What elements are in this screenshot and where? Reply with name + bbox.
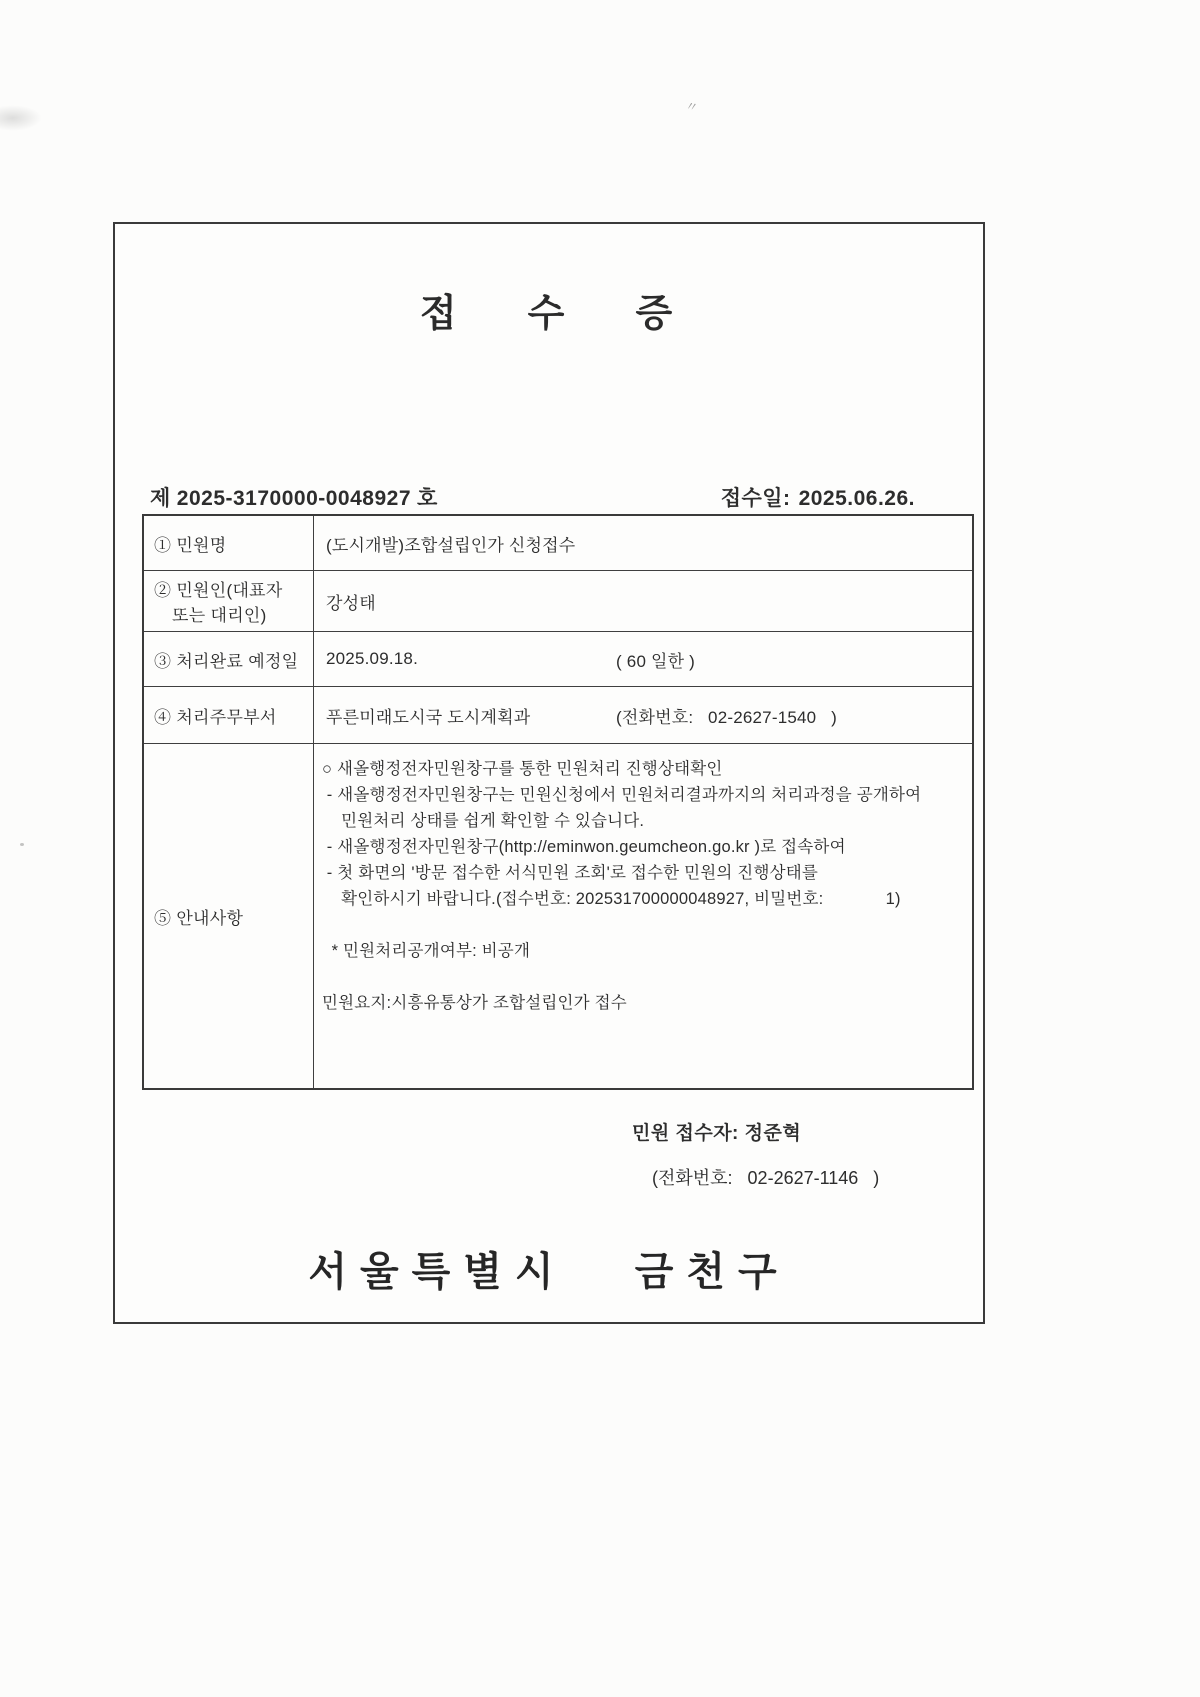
row-label-guidance — [144, 744, 314, 1088]
scan-artifact-smudge — [0, 105, 42, 131]
receiver-phone: (전화번호: 02-2627-1146 ) — [652, 1168, 880, 1188]
receipt-date-value: 2025.06.26. — [798, 487, 915, 510]
receipt-date-label: 접수일: — [720, 487, 791, 510]
guidance-line: - 새올행정전자민원창구는 민원신청에서 민원처리결과까지의 처리과정을 공개하여 — [322, 786, 922, 804]
issuer-name: 서울특별시 금천구 — [308, 1250, 790, 1294]
row-label-text: ③ 처리완료 예정일 — [154, 651, 299, 671]
row-label-completion-date — [144, 632, 314, 686]
row-value-department — [314, 687, 972, 743]
guidance-line: 민원처리 상태를 쉽게 확인할 수 있습니다. — [322, 812, 645, 830]
row-value-text: (도시개발)조합설립인가 신청접수 — [326, 535, 576, 555]
doc-number-prefix: 제 — [150, 487, 171, 510]
guidance-line: - 첫 화면의 '방문 접수한 서식민원 조회'로 접수한 민원의 진행상태를 — [322, 864, 819, 882]
scan-artifact-mark: 〃 — [683, 98, 700, 116]
receiver-label: 민원 접수자: — [632, 1123, 745, 1144]
row-label-text: ④ 처리주무부서 — [154, 707, 277, 727]
row-value-complaint-name — [314, 516, 972, 570]
completion-date-value: 2025.09.18. — [326, 649, 419, 668]
department-phone-note: (전화번호: 02-2627-1540 ) — [616, 707, 837, 727]
department-value: 푸른미래도시국 도시계획과 — [326, 707, 531, 727]
doc-number-suffix: 호 — [417, 487, 438, 510]
row-label-department — [144, 687, 314, 743]
receiver-row — [632, 1118, 801, 1145]
row-value-applicant — [314, 571, 972, 631]
receiver-name: 정준혁 — [744, 1123, 802, 1144]
row-label-line2: 또는 대리인) — [172, 606, 267, 625]
row-label-line1: ② 민원인(대표자 — [154, 581, 283, 600]
document-number-row — [150, 482, 915, 512]
row-label-applicant — [144, 571, 314, 631]
row-label-complaint-name — [144, 516, 314, 570]
table-row-completion-date — [144, 631, 972, 686]
guidance-content — [314, 744, 972, 1088]
receipt-document-page — [113, 222, 985, 1324]
row-label-text: ① 민원명 — [154, 535, 227, 555]
table-row-complaint-name — [144, 516, 972, 570]
document-number — [150, 482, 438, 512]
guidance-line-receipt-number: 확인하시기 바랍니다.(접수번호: 202531700000048927, 비밀번호: 1) — [322, 890, 901, 908]
table-row-applicant — [144, 570, 972, 631]
document-title: 접 수 증 — [419, 293, 679, 335]
guidance-line-blank — [322, 912, 966, 938]
row-value-completion-date — [314, 632, 972, 686]
guidance-line: - 새올행정전자민원창구(http://eminwon.geumcheon.go.kr )로 접속하여 — [322, 838, 846, 856]
table-row-guidance — [144, 743, 972, 1088]
guidance-line-blank — [322, 964, 966, 990]
guidance-line-summary: 민원요지:시흥유통상가 조합설립인가 접수 — [322, 994, 627, 1012]
row-value-text: 강성태 — [326, 593, 376, 613]
completion-date-note: ( 60 일한 ) — [616, 651, 696, 671]
row-label-text: ⑤ 안내사항 — [154, 908, 244, 928]
receipt-date — [721, 482, 915, 512]
guidance-line: ○ 새올행정전자민원창구를 통한 민원처리 진행상태확인 — [322, 760, 723, 778]
table-row-department — [144, 686, 972, 743]
doc-number-value: 2025-3170000-0048927 — [176, 487, 412, 510]
scan-artifact-dot — [20, 843, 24, 846]
receipt-info-table — [142, 514, 974, 1090]
guidance-line-disclosure: * 민원처리공개여부: 비공개 — [322, 942, 531, 960]
